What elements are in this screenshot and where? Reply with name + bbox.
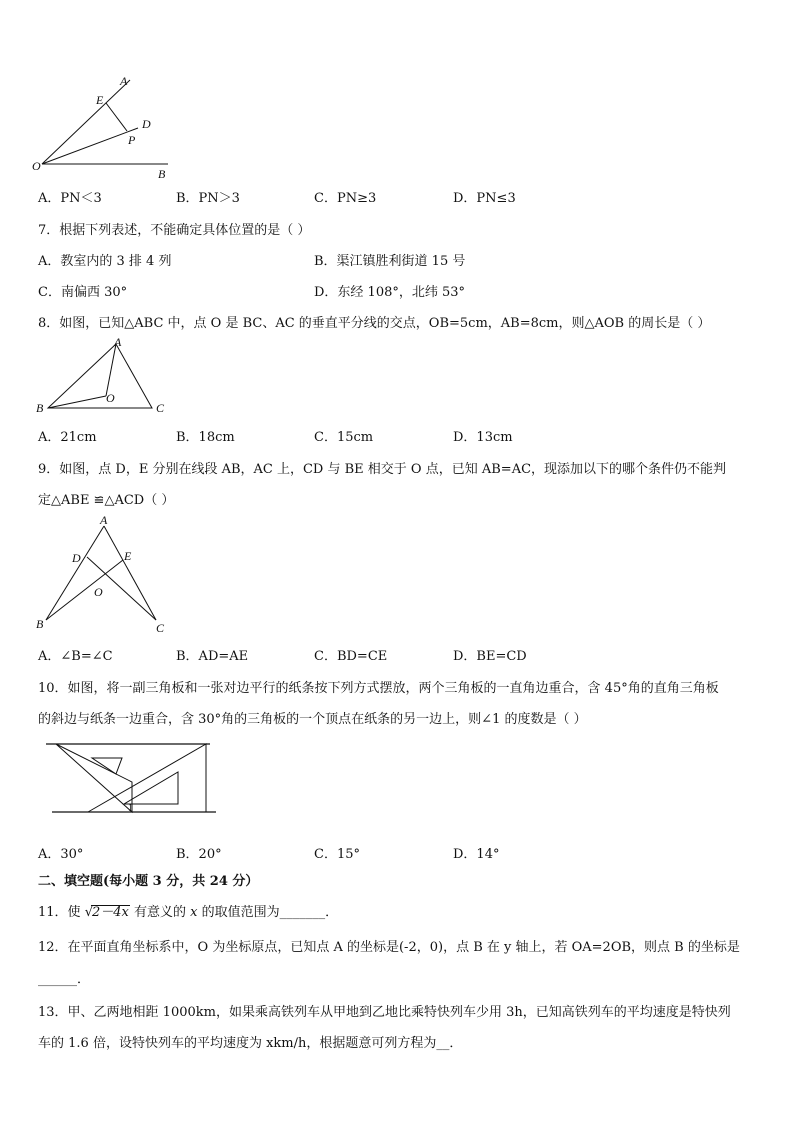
- q9-stem-line2: 定△ABE ≌△ACD（ ）: [38, 493, 175, 508]
- q9-option-b[interactable]: B．AD=AE: [176, 649, 249, 664]
- segment-be: [46, 560, 123, 620]
- label-e: E: [124, 549, 132, 563]
- q10-option-a[interactable]: A．30°: [38, 847, 84, 862]
- q8-option-d[interactable]: D．13cm: [453, 430, 513, 445]
- sqrt-sign: √: [84, 905, 93, 920]
- label-e: E: [96, 93, 104, 107]
- q8-option-b[interactable]: B．18cm: [176, 430, 235, 445]
- label-c: C: [156, 621, 165, 635]
- segment-pe: [106, 103, 127, 131]
- q7-option-c[interactable]: C．南偏西 30°: [38, 285, 128, 300]
- label-a: A: [120, 74, 128, 88]
- triangle-30-outer: [56, 744, 132, 812]
- segment-ob: [48, 396, 106, 408]
- q6-option-a[interactable]: A．PN＜3: [38, 191, 102, 206]
- q9-option-a[interactable]: A．∠B=∠C: [38, 649, 113, 664]
- q7-stem: 7．根据下列表述，不能确定具体位置的是（ ）: [38, 223, 311, 238]
- label-d: D: [72, 551, 81, 565]
- triangle-30-inner: [92, 758, 122, 774]
- triangle-abc: [48, 344, 152, 408]
- q11-pre: 11．使: [38, 905, 85, 920]
- label-b: B: [36, 617, 44, 631]
- q8-option-a[interactable]: A．21cm: [38, 430, 97, 445]
- q11-stem: [38, 901, 338, 920]
- q8-triangle-figure: [32, 334, 172, 414]
- q10-option-d[interactable]: D．14°: [453, 847, 500, 862]
- q6-option-b[interactable]: B．PN＞3: [176, 191, 240, 206]
- segment-ab: [46, 526, 104, 620]
- q9-option-d[interactable]: D．BE=CD: [453, 649, 527, 664]
- q11-mid: 有意义的: [129, 905, 191, 920]
- angle-label: 1: [128, 803, 133, 814]
- q12-line1: 12．在平面直角坐标系中，O 为坐标原点，已知点 A 的坐标是(-2，0)，点 B 在 y 轴上，若 OA=2OB，则点 B 的坐标是: [38, 940, 740, 955]
- label-o: O: [106, 391, 115, 405]
- label-a: A: [114, 335, 122, 349]
- q12-line2: ______．: [38, 972, 91, 987]
- ray-od: [42, 128, 138, 164]
- label-o: O: [32, 159, 41, 173]
- label-b: B: [36, 401, 44, 415]
- q10-figure: [40, 738, 220, 818]
- q10-option-b[interactable]: B．20°: [176, 847, 222, 862]
- q11-radicand: 2－4x: [91, 905, 129, 920]
- label-c: C: [156, 401, 165, 415]
- section-heading: 二、填空题(每小题 3 分，共 24 分）: [38, 874, 259, 889]
- label-p: P: [128, 133, 136, 147]
- q6-option-c[interactable]: C．PN≥3: [314, 191, 377, 206]
- label-b: B: [158, 167, 166, 181]
- q13-line2: 车的 1.6 倍，设特快列车的平均速度为 xkm/h，根据题意可列方程为__．: [38, 1036, 463, 1051]
- q9-stem-line1: 9．如图，点 D，E 分别在线段 AB，AC 上，CD 与 BE 相交于 O 点，已知 AB=AC，现添加以下的哪个条件仍不能判: [38, 462, 727, 477]
- q7-option-d[interactable]: D．东经 108°，北纬 53°: [314, 285, 466, 300]
- label-a: A: [100, 513, 108, 527]
- q6-angle-figure: [30, 72, 180, 182]
- q8-stem: 8．如图，已知△ABC 中，点 O 是 BC、AC 的垂直平分线的交点，OB=5cm，AB=8cm，则△AOB 的周长是（ ）: [38, 316, 711, 331]
- ray-oa: [42, 80, 130, 164]
- q10-stem-line2: 的斜边与纸条一边重合，含 30°角的三角板的一个顶点在纸条的另一边上，则∠1 的度数是（ ）: [38, 712, 587, 727]
- label-d: D: [142, 117, 151, 131]
- q7-option-b[interactable]: B．渠江镇胜利街道 15 号: [314, 254, 466, 269]
- label-o: O: [94, 585, 103, 599]
- q11-var: x: [190, 905, 198, 920]
- q10-stem-line1: 10．如图，将一副三角板和一张对边平行的纸条按下列方式摆放，两个三角板的一直角边重合，含 45°角的直角三角板: [38, 681, 719, 696]
- q9-figure: [32, 512, 182, 635]
- q10-option-c[interactable]: C．15°: [314, 847, 360, 862]
- segment-ac: [104, 526, 156, 620]
- q13-line1: 13．甲、乙两地相距 1000km，如果乘高铁列车从甲地到乙地比乘特快列车少用 3h，已知高铁列车的平均速度是特快列: [38, 1005, 731, 1020]
- q6-option-d[interactable]: D．PN≤3: [453, 191, 516, 206]
- q8-option-c[interactable]: C．15cm: [314, 430, 374, 445]
- q11-post: 的取值范围为_______．: [197, 905, 339, 920]
- q9-option-c[interactable]: C．BD=CE: [314, 649, 388, 664]
- triangle-45-outer: [88, 744, 206, 812]
- q7-option-a[interactable]: A．教室内的 3 排 4 列: [38, 254, 172, 269]
